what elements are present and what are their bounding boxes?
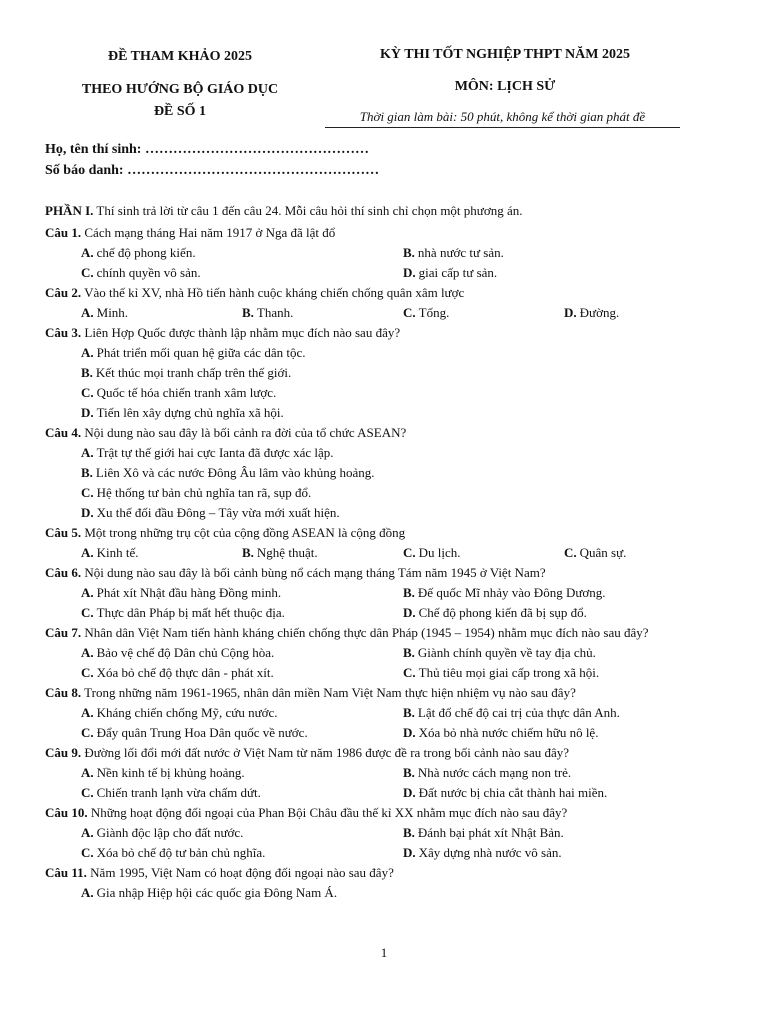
answer-option[interactable] [242, 543, 403, 563]
option-letter: D. [403, 785, 416, 800]
option-letter: D. [403, 265, 416, 280]
answer-option[interactable] [403, 243, 725, 263]
answer-option[interactable] [242, 303, 403, 323]
option-letter: B. [403, 245, 415, 260]
answer-option[interactable] [81, 843, 403, 863]
option-letter: C. [81, 665, 94, 680]
option-group [45, 583, 725, 623]
question-number: Câu 7. [45, 625, 82, 640]
option-text: Gia nhập Hiệp hội các quốc gia Đông Nam Á. [96, 885, 338, 900]
option-text: Nhà nước cách mạng non trẻ. [417, 765, 572, 780]
option-letter: C. [564, 545, 577, 560]
answer-option[interactable] [403, 723, 725, 743]
answer-option[interactable] [403, 703, 725, 723]
answer-option[interactable] [403, 603, 725, 623]
option-letter: B. [81, 465, 93, 480]
answer-option[interactable] [403, 663, 725, 683]
option-letter: B. [403, 825, 415, 840]
answer-option[interactable] [81, 303, 242, 323]
question-number: Câu 11. [45, 865, 87, 880]
answer-option[interactable] [564, 543, 725, 563]
question-text: Vào thế kỉ XV, nhà Hồ tiến hành cuộc kháng chiến chống quân xâm lược [81, 285, 465, 300]
answer-option[interactable] [81, 443, 725, 463]
question-number: Câu 5. [45, 525, 82, 540]
option-text: Nền kinh tế bị khủng hoảng. [96, 765, 245, 780]
question-text: Đường lối đổi mới đất nước ở Việt Nam từ năm 1986 được đề ra trong bối cảnh nào sau đây? [81, 745, 570, 760]
answer-option[interactable] [81, 663, 403, 683]
option-text: Giành chính quyền về tay địa chủ. [417, 645, 596, 660]
option-letter: B. [242, 305, 254, 320]
option-letter: A. [81, 245, 94, 260]
option-text: chế độ phong kiến. [96, 245, 196, 260]
option-text: Đánh bại phát xít Nhật Bản. [417, 825, 564, 840]
question-text: Năm 1995, Việt Nam có hoạt động đối ngoại nào sau đây? [86, 865, 394, 880]
option-letter: C. [81, 265, 94, 280]
answer-option[interactable] [81, 583, 403, 603]
question-5 [45, 523, 725, 543]
question-text: Những hoạt động đối ngoại của Phan Bội Châu đầu thế kỉ XX nhằm mục đích nào sau đây? [87, 805, 568, 820]
option-text: Minh. [96, 305, 129, 320]
answer-option[interactable] [81, 343, 725, 363]
option-text: Đất nước bị chia cắt thành hai miền. [418, 785, 608, 800]
question-number: Câu 2. [45, 285, 82, 300]
option-text: Xóa bỏ chế độ thực dân - phát xít. [96, 665, 274, 680]
option-group [45, 243, 725, 283]
question-6 [45, 563, 725, 583]
option-text: Nghệ thuật. [256, 545, 318, 560]
exam-type-label: ĐỀ THAM KHẢO 2025 [107, 49, 253, 64]
option-letter: C. [81, 845, 94, 860]
question-1 [45, 223, 725, 243]
option-letter: B. [81, 365, 93, 380]
option-text: Xóa bỏ nhà nước chiếm hữu nô lệ. [418, 725, 599, 740]
option-letter: D. [564, 305, 577, 320]
option-letter: C. [403, 545, 416, 560]
option-text: Tiến lên xây dựng chủ nghĩa xã hội. [96, 405, 284, 420]
option-letter: A. [81, 645, 94, 660]
option-text: Đường. [579, 305, 620, 320]
answer-option[interactable] [81, 383, 725, 403]
option-text: Thực dân Pháp bị mất hết thuộc địa. [96, 605, 285, 620]
option-text: Kết thúc mọi tranh chấp trên thế giới. [95, 365, 292, 380]
question-4 [45, 423, 725, 443]
question-number: Câu 6. [45, 565, 82, 580]
option-text: Thanh. [256, 305, 294, 320]
option-text: Kinh tế. [96, 545, 139, 560]
option-letter: C. [81, 725, 94, 740]
answer-option[interactable] [564, 303, 725, 323]
option-letter: D. [403, 845, 416, 860]
answer-option[interactable] [403, 643, 725, 663]
option-letter: C. [81, 785, 94, 800]
subject-title: MÔN: LỊCH SỬ [454, 79, 556, 94]
answer-option[interactable] [403, 303, 564, 323]
option-letter: A. [81, 885, 94, 900]
option-letter: B. [403, 765, 415, 780]
option-text: Bảo vệ chế độ Dân chủ Cộng hòa. [96, 645, 275, 660]
option-letter: A. [81, 585, 94, 600]
option-text: Tống. [418, 305, 450, 320]
option-letter: C. [81, 385, 94, 400]
option-text: chính quyền vô sản. [96, 265, 201, 280]
option-letter: C. [403, 305, 416, 320]
option-letter: B. [403, 705, 415, 720]
ministry-label: THEO HƯỚNG BỘ GIÁO DỤC [81, 82, 279, 97]
option-letter: C. [81, 605, 94, 620]
question-10 [45, 803, 725, 823]
answer-option[interactable] [81, 883, 725, 903]
question-8 [45, 683, 725, 703]
question-text: Nội dung nào sau đây là bối cảnh bùng nổ cách mạng tháng Tám năm 1945 ở Việt Nam? [81, 565, 546, 580]
question-number: Câu 10. [45, 805, 88, 820]
answer-option[interactable] [81, 503, 725, 523]
question-text: Trong những năm 1961-1965, nhân dân miền Nam Việt Nam thực hiện nhiệm vụ nào sau đây? [81, 685, 576, 700]
page-number: 1 [380, 945, 388, 960]
option-group [45, 883, 725, 903]
question-number: Câu 3. [45, 325, 82, 340]
option-text: Chiến tranh lạnh vừa chấm dứt. [96, 785, 261, 800]
question-text: Một trong những trụ cột của cộng đồng ASEAN là cộng đồng [81, 525, 406, 540]
option-text: Quốc tế hóa chiến tranh xâm lược. [96, 385, 277, 400]
option-letter: B. [403, 645, 415, 660]
part-instruction-text: Thí sinh trả lời từ câu 1 đến câu 24. Mỗi câu hỏi thí sinh chỉ chọn một phương án. [93, 203, 523, 218]
answer-option[interactable] [81, 703, 403, 723]
option-letter: A. [81, 545, 94, 560]
option-group [45, 443, 725, 523]
question-11 [45, 863, 725, 883]
answer-option[interactable] [81, 783, 403, 803]
option-letter: B. [403, 585, 415, 600]
question-text: Liên Hợp Quốc được thành lập nhằm mục đích nào sau đây? [81, 325, 401, 340]
answer-option[interactable] [403, 783, 725, 803]
option-text: Trật tự thế giới hai cực Ianta đã được xác lập. [96, 445, 334, 460]
option-text: Giành độc lập cho đất nước. [96, 825, 244, 840]
answer-option[interactable] [81, 723, 403, 743]
time-note: Thời gian làm bài: 50 phút, không kể thời gian phát đề [325, 107, 680, 128]
option-text: Xóa bỏ chế độ tư bản chủ nghĩa. [96, 845, 266, 860]
option-group [45, 703, 725, 743]
answer-option[interactable] [81, 483, 725, 503]
option-text: Lật đổ chế độ cai trị của thực dân Anh. [417, 705, 620, 720]
question-number: Câu 1. [45, 225, 82, 240]
option-letter: D. [403, 725, 416, 740]
option-group [45, 303, 725, 323]
answer-option[interactable] [81, 823, 403, 843]
option-letter: A. [81, 825, 94, 840]
answer-option[interactable] [81, 243, 403, 263]
answer-option[interactable] [81, 463, 725, 483]
option-text: Phát xít Nhật đầu hàng Đồng minh. [96, 585, 282, 600]
answer-option[interactable] [81, 263, 403, 283]
option-letter: A. [81, 705, 94, 720]
question-7 [45, 623, 725, 643]
question-3 [45, 323, 725, 343]
option-text: Thủ tiêu mọi giai cấp trong xã hội. [418, 665, 600, 680]
question-number: Câu 8. [45, 685, 82, 700]
option-letter: C. [81, 485, 94, 500]
question-list [45, 201, 725, 903]
option-group [45, 643, 725, 683]
answer-option[interactable] [403, 763, 725, 783]
question-text: Nội dung nào sau đây là bối cảnh ra đời của tổ chức ASEAN? [81, 425, 407, 440]
option-text: Hệ thống tư bản chủ nghĩa tan rã, sụp đổ. [96, 485, 312, 500]
question-2 [45, 283, 725, 303]
part-title: PHẦN I. [45, 203, 94, 218]
exam-code-label: ĐỀ SỐ 1 [153, 104, 207, 119]
option-letter: A. [81, 765, 94, 780]
answer-option[interactable] [81, 603, 403, 623]
option-text: Đế quốc Mĩ nhảy vào Đông Dương. [417, 585, 606, 600]
candidate-name-field: Họ, tên thí sinh: ………………………………………… [45, 142, 369, 157]
option-text: Liên Xô và các nước Đông Âu lâm vào khủng hoảng. [95, 465, 375, 480]
answer-option[interactable] [403, 543, 564, 563]
option-letter: B. [242, 545, 254, 560]
option-letter: A. [81, 305, 94, 320]
part-instruction [45, 201, 725, 221]
answer-option[interactable] [81, 543, 242, 563]
answer-option[interactable] [403, 843, 725, 863]
answer-option[interactable] [81, 763, 403, 783]
option-letter: A. [81, 445, 94, 460]
option-letter: D. [81, 505, 94, 520]
option-letter: D. [403, 605, 416, 620]
option-group [45, 343, 725, 423]
option-text: Xây dựng nhà nước vô sản. [418, 845, 562, 860]
question-9 [45, 743, 725, 763]
option-letter: A. [81, 345, 94, 360]
option-letter: C. [403, 665, 416, 680]
option-text: Đẩy quân Trung Hoa Dân quốc về nước. [96, 725, 308, 740]
option-text: Quân sự. [579, 545, 627, 560]
question-text: Nhân dân Việt Nam tiến hành kháng chiến chống thực dân Pháp (1945 – 1954) nhằm mục đích nào sau đây? [81, 625, 649, 640]
question-text: Cách mạng tháng Hai năm 1917 ở Nga đã lật đổ [81, 225, 336, 240]
question-number: Câu 4. [45, 425, 82, 440]
question-number: Câu 9. [45, 745, 82, 760]
exam-title: KỲ THI TỐT NGHIỆP THPT NĂM 2025 [380, 47, 630, 62]
answer-option[interactable] [403, 263, 725, 283]
option-text: Phát triển mối quan hệ giữa các dân tộc. [96, 345, 306, 360]
answer-option[interactable] [81, 643, 403, 663]
answer-option[interactable] [81, 403, 725, 423]
candidate-id-field: Số báo danh: ……………………………………………… [45, 163, 380, 178]
option-text: Xu thế đối đầu Đông – Tây vừa mới xuất hiện. [96, 505, 340, 520]
option-letter: D. [81, 405, 94, 420]
option-group [45, 823, 725, 863]
option-group [45, 543, 725, 563]
answer-option[interactable] [403, 583, 725, 603]
option-text: Du lịch. [418, 545, 461, 560]
option-text: giai cấp tư sản. [418, 265, 498, 280]
answer-option[interactable] [403, 823, 725, 843]
option-text: Kháng chiến chống Mỹ, cứu nước. [96, 705, 278, 720]
option-group [45, 763, 725, 803]
option-text: nhà nước tư sản. [417, 245, 504, 260]
option-text: Chế độ phong kiến đã bị sụp đổ. [418, 605, 587, 620]
answer-option[interactable] [81, 363, 725, 383]
